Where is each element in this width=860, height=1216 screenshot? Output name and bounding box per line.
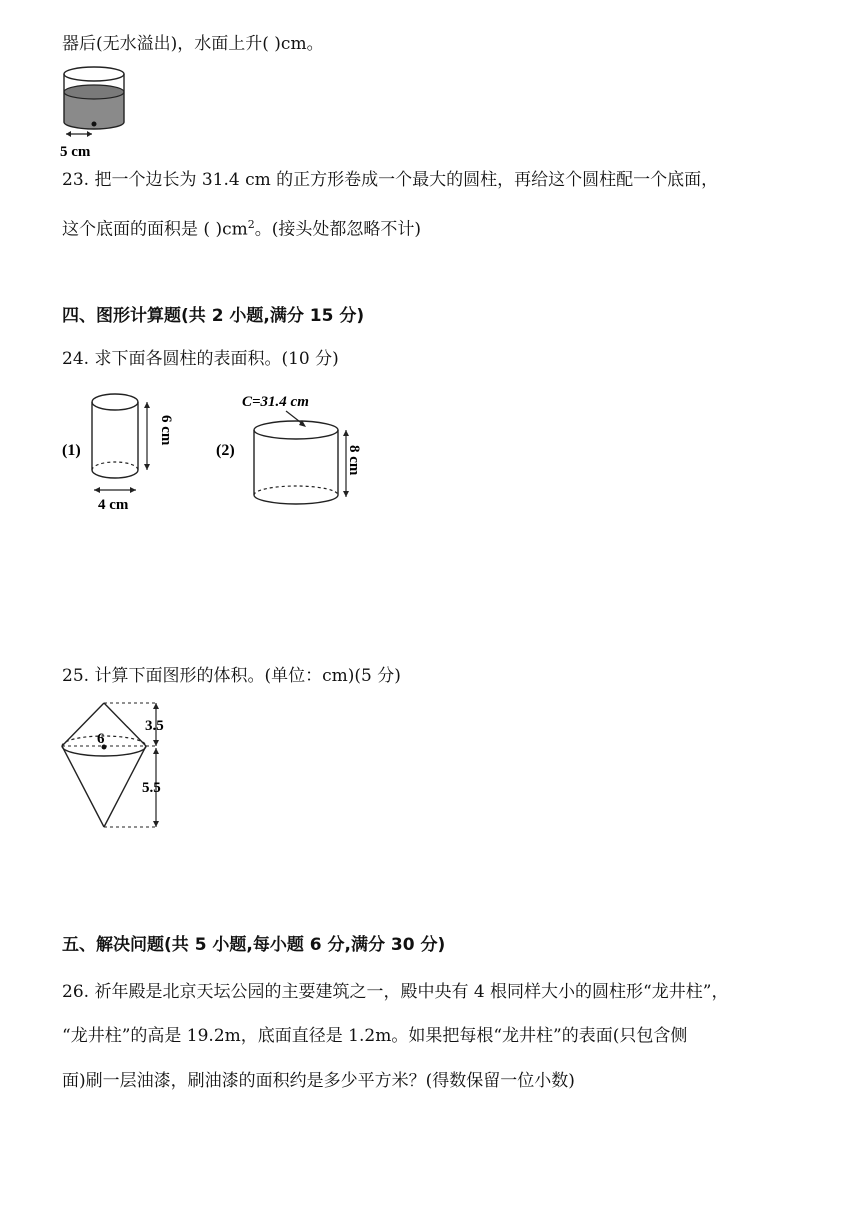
q22-cylinder-figure: [56, 64, 136, 160]
q25-diameter: 6: [97, 731, 105, 747]
q26-line3: 面)刷一层油漆，刷油漆的面积约是多少平方米？(得数保留一位小数): [62, 1071, 575, 1091]
q25-top-height: 3.5: [145, 718, 164, 734]
section4-heading: 四、图形计算题(共 2 小题,满分 15 分): [62, 306, 365, 326]
q23-line2-sup: 2: [247, 218, 255, 231]
q26-line2: “龙井柱”的高是 19.2m，底面直径是 1.2m。如果把每根“龙井柱”的表面(只包含侧: [62, 1026, 688, 1046]
q24-fig2-circumference: C=31.4 cm: [242, 394, 309, 410]
q24-figures: [58, 385, 388, 515]
q22-fig-label: 5 cm: [60, 144, 91, 160]
q23-line2: [62, 213, 421, 242]
q25-bottom-height: 5.5: [142, 780, 161, 796]
q26-line1: 26. 祈年殿是北京天坛公园的主要建筑之一，殿中央有 4 根同样大小的圆柱形“龙井柱”，: [62, 982, 729, 1002]
q23-line2-pre: 这个底面的面积是 ( )cm: [62, 219, 248, 240]
q23-line1: 23. 把一个边长为 31.4 cm 的正方形卷成一个最大的圆柱，再给这个圆柱配一个底面，: [62, 170, 719, 190]
q24-fig2-num: (2): [216, 442, 235, 459]
q24-fig1-num: (1): [62, 442, 81, 459]
q24-fig1-diameter: 4 cm: [98, 497, 129, 513]
q25-double-cone-figure: [58, 700, 178, 832]
q24-fig1-height: 6 cm: [158, 415, 174, 446]
q25-text: 25. 计算下面图形的体积。(单位：cm)(5 分): [62, 666, 401, 686]
q24-fig2-height: 8 cm: [346, 445, 362, 476]
q24-text: 24. 求下面各圆柱的表面积。(10 分): [62, 349, 339, 369]
q23-line2-post: 。(接头处都忽略不计): [254, 219, 421, 240]
q22-text: 器后(无水溢出)，水面上升( )cm。: [62, 34, 324, 54]
section5-heading: 五、解决问题(共 5 小题,每小题 6 分,满分 30 分): [62, 935, 446, 955]
